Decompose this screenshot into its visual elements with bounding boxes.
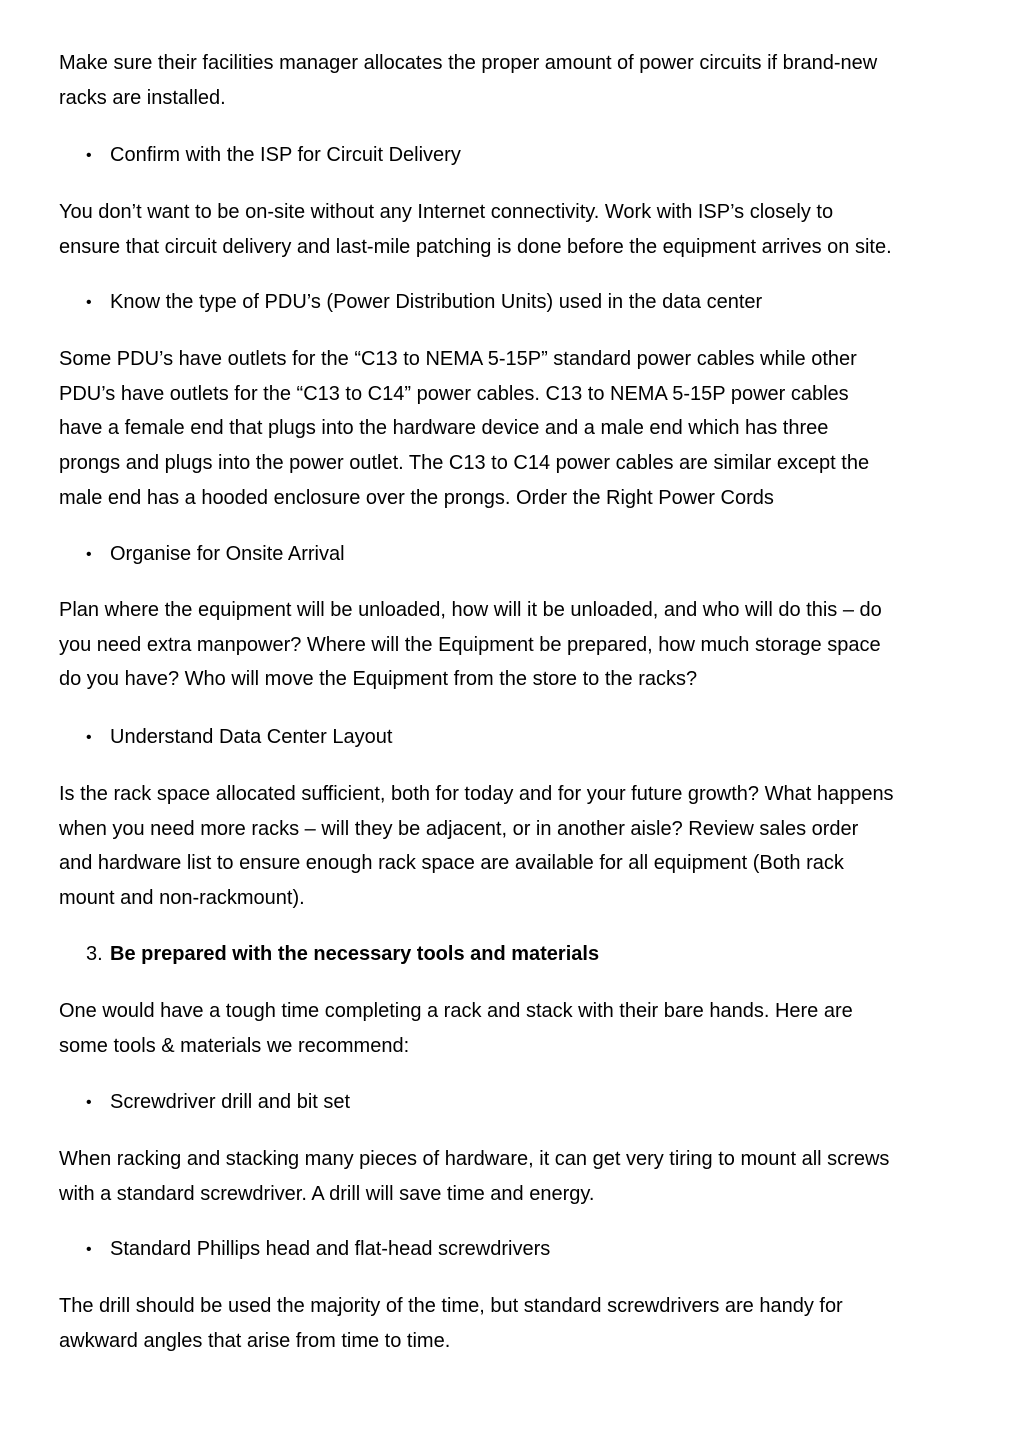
paragraph-line: you need extra manpower? Where will the Equipment be prepared, how much storage space xyxy=(59,633,881,656)
paragraph-line: Make sure their facilities manager allocates the proper amount of power circuits if brand-new xyxy=(59,52,878,74)
paragraph-line: Some PDU’s have outlets for the “C13 to NEMA 5-15P” standard power cables while other xyxy=(59,348,857,370)
paragraph-line: PDU’s have outlets for the “C13 to C14” power cables. C13 to NEMA 5-15P power cables xyxy=(59,382,849,405)
list-number: 3. xyxy=(86,943,103,965)
bullet-marker: • xyxy=(86,546,92,563)
paragraph-line: When racking and stacking many pieces of hardware, it can get very tiring to mount all screws xyxy=(59,1148,890,1170)
list-item xyxy=(86,1232,550,1268)
paragraph-line: prongs and plugs into the power outlet. The C13 to C14 power cables are similar except the xyxy=(59,452,870,475)
paragraph-tools-intro xyxy=(59,994,853,1063)
paragraph-line: ensure that circuit delivery and last-mile patching is done before the equipment arrives on site. xyxy=(59,235,892,258)
list-item xyxy=(86,1085,350,1121)
paragraph-line: One would have a tough time completing a rack and stack with their bare hands. Here are xyxy=(59,1000,853,1022)
paragraph-line: awkward angles that arise from time to time. xyxy=(59,1329,451,1352)
paragraph-drill xyxy=(59,1142,889,1211)
paragraph-pdu xyxy=(59,342,869,516)
numbered-heading-text: Be prepared with the necessary tools and materials xyxy=(110,943,600,965)
paragraph-onsite-arrival xyxy=(59,593,882,697)
paragraph-line: have a female end that plugs into the hardware device and a male end which has three xyxy=(59,417,829,440)
numbered-heading xyxy=(86,937,599,972)
list-item xyxy=(86,537,345,573)
list-item xyxy=(86,138,461,174)
paragraph-line: Is the rack space allocated sufficient, both for today and for your future growth? What happens xyxy=(59,783,894,805)
paragraph-line: mount and non-rackmount). xyxy=(59,887,305,910)
list-item-text: Screwdriver drill and bit set xyxy=(110,1091,351,1113)
bullet-marker: • xyxy=(86,294,92,311)
list-item-text: Standard Phillips head and flat-head screwdrivers xyxy=(110,1238,551,1260)
bullet-marker: • xyxy=(86,1094,92,1111)
bullet-marker: • xyxy=(86,1241,92,1258)
list-item xyxy=(86,720,392,756)
paragraph-line: racks are installed. xyxy=(59,86,226,109)
list-item-text: Know the type of PDU’s (Power Distribution Units) used in the data center xyxy=(110,291,763,313)
list-item-text: Understand Data Center Layout xyxy=(110,726,393,748)
paragraph-line: and hardware list to ensure enough rack space are available for all equipment (Both rack xyxy=(59,852,844,875)
paragraph-screwdrivers xyxy=(59,1289,843,1358)
paragraph-line: with a standard screwdriver. A drill will save time and energy. xyxy=(59,1182,595,1205)
paragraph-line: You don’t want to be on-site without any Internet connectivity. Work with ISP’s closely to xyxy=(59,201,834,223)
paragraph-facilities xyxy=(59,46,877,115)
paragraph-internet xyxy=(59,195,892,264)
bullet-marker: • xyxy=(86,147,92,164)
list-item-text: Confirm with the ISP for Circuit Delivery xyxy=(110,144,461,166)
list-item xyxy=(86,285,762,321)
paragraph-line: when you need more racks – will they be adjacent, or in another aisle? Review sales order xyxy=(59,817,859,840)
paragraph-line: Plan where the equipment will be unloaded, how will it be unloaded, and who will do this – do xyxy=(59,599,882,621)
paragraph-line: do you have? Who will move the Equipment from the store to the racks? xyxy=(59,668,698,691)
paragraph-rack-space xyxy=(59,777,894,916)
paragraph-line: male end has a hooded enclosure over the prongs. Order the Right Power Cords xyxy=(59,486,774,509)
list-item-text: Organise for Onsite Arrival xyxy=(110,543,345,565)
paragraph-line: The drill should be used the majority of the time, but standard screwdrivers are handy for xyxy=(59,1295,843,1317)
bullet-marker: • xyxy=(86,729,92,746)
paragraph-line: some tools & materials we recommend: xyxy=(59,1034,410,1057)
